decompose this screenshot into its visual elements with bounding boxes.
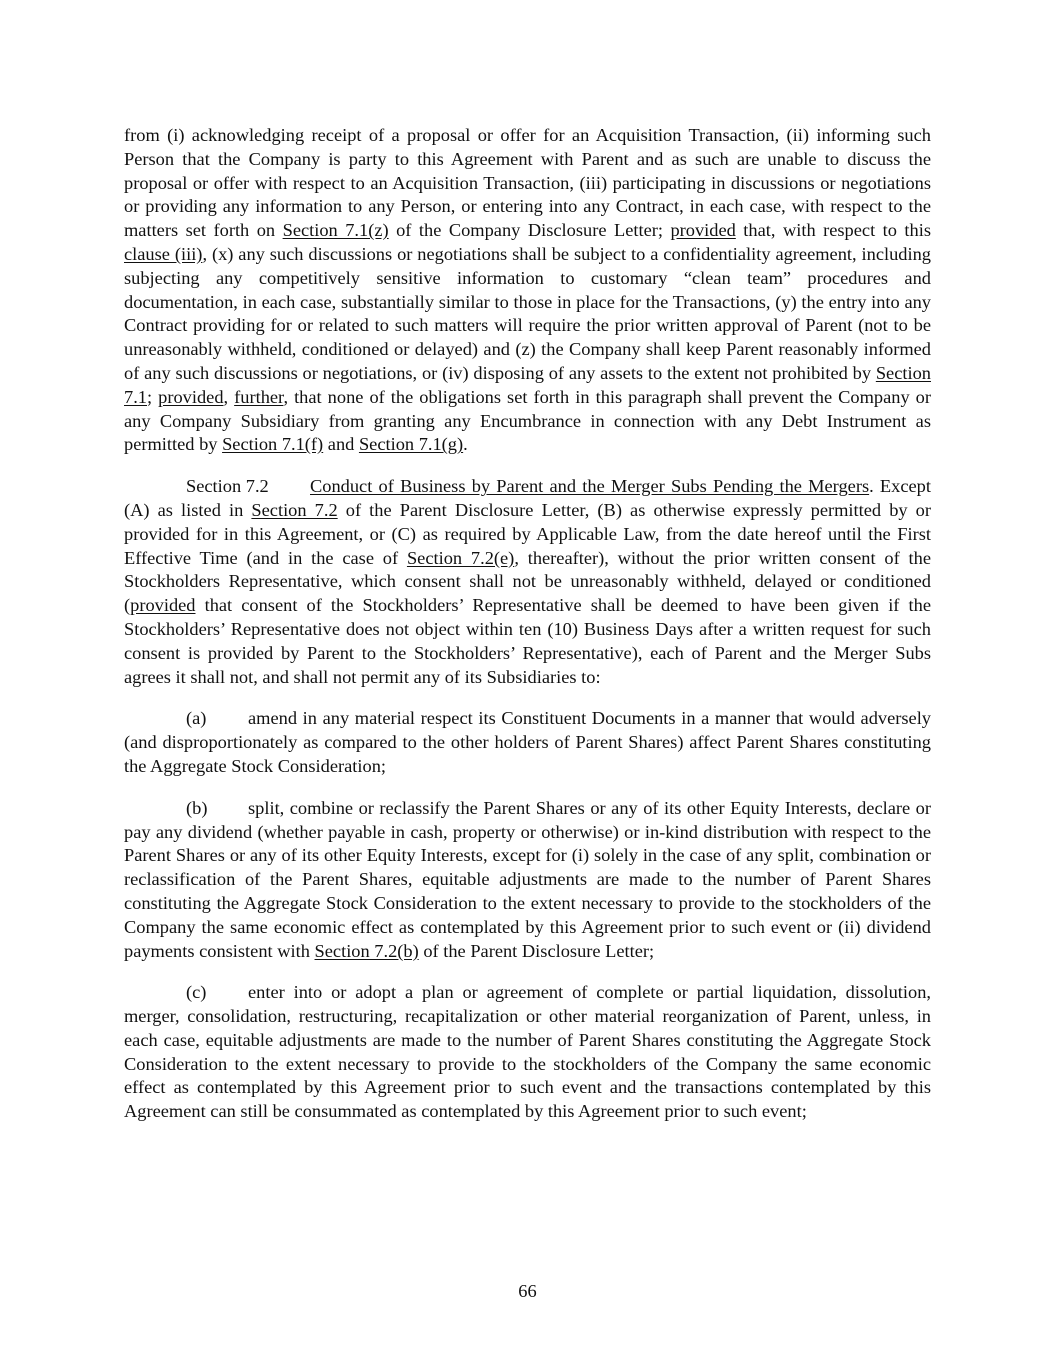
cross-reference: Section 7.1(f)	[222, 434, 324, 455]
section-heading: Conduct of Business by Parent and the Merger Subs Pending the Mergers	[310, 476, 870, 497]
clause-label: (a)	[186, 708, 207, 729]
section-number: Section 7.2	[186, 476, 269, 497]
paragraph-continuation: from (i) acknowledging receipt of a proposal or offer for an Acquisition Transaction, (ii) informing such Person that the Company is party to this Agreement with Parent and as such are unable to discuss the proposal or offer with respect to an Acquisition Transaction, (iii) participating in discussions or negotiations or providing any information to any Person, or entering into any Contract, in each case, with respect to the matters set forth on Section 7.1(z) of the Company Disclosure Letter; provided that, with respect to this clause (iii), (x) any such discussions or negotiations shall be subject to a confidentiality agreement, including subjecting any competitively sensitive information to customary “clean team” procedures and documentation, in each case, substantially similar to those in place for the Transactions, (y) the entry into any Contract providing for or related to such matters will require the prior written approval of Parent (not to be unreasonably withheld, conditioned or delayed) and (z) the Company shall keep Parent reasonably informed of any such discussions or negotiations, or (iv) disposing of any assets to the extent not prohibited by Section 7.1; provided, further, that none of the obligations set forth in this paragraph shall prevent the Company or any Company Subsidiary from granting any Encumbrance in connection with any Debt Instrument as permitted by Section 7.1(f) and Section 7.1(g).	[124, 125, 932, 455]
clause-text: split, combine or reclassify the Parent Shares or any of its other Equity Interests, declare or pay any dividend (whether payable in cash, property or otherwise) or in-kind distribution with respect to the Parent Shares or any of its other Equity Interests, except for (i) solely in the case of any split, combination or reclassification of the Parent Shares, equitable adjustments are made to the number of Parent Shares constituting the Aggregate Stock Consideration to the extent necessary to provide to the stockholders of the Company the same economic effect as contemplated by this Agreement prior to such event or (ii) dividend payments consistent with	[124, 797, 931, 961]
clause-b: (b) split, combine or reclassify the Parent Shares or any of its other Equity Interests, declare or pay any dividend (whether payable in cash, property or otherwise) or in-kind distribution with respect to the Parent Shares or any of its other Equity Interests, except for (i) solely in the case of any split, combination or reclassification of the Parent Shares, equitable adjustments are made to the number of Parent Shares constituting the Aggregate Stock Consideration to the extent necessary to provide to the stockholders of the Company the same economic effect as contemplated by this Agreement prior to such event or (ii) dividend payments consistent with Section 7.2(b) of the Parent Disclosure Letter;	[124, 797, 931, 961]
clause-c	[124, 981, 931, 1124]
document-page	[124, 124, 931, 1142]
defined-term: further	[234, 386, 284, 407]
clause-label: (c)	[186, 982, 207, 1003]
clause-label: (b)	[186, 797, 208, 818]
cross-reference: clause (iii)	[124, 243, 203, 264]
cross-reference: Section 7.1(g)	[358, 434, 464, 455]
cross-reference: Section 7.2(b)	[314, 940, 419, 961]
clause-text: enter into or adopt a plan or agreement of complete or partial liquidation, dissolution, merger, consolidation, restructuring, recapitalization or other material reorganization of Parent, unless, in each case, equitable adjustments are made to the number of Parent Shares constituting the Aggregate Stock Consideration to the extent necessary to provide to the stockholders of the Company the same economic effect as contemplated by this Agreement prior to such event and the transactions contemplated by this Agreement can still be consummated as contemplated by this Agreement prior to such event;	[124, 982, 931, 1122]
cross-reference: Section 7.2(e)	[406, 547, 515, 568]
page-number: 66	[518, 1281, 537, 1301]
cross-reference: Section 7.1	[124, 362, 931, 407]
cross-reference: Section 7.1(z)	[282, 220, 389, 241]
defined-term: provided	[130, 595, 196, 616]
clause-text: amend in any material respect its Constituent Documents in a manner that would adversely (and disproportionately as compared to the other holders of Parent Shares) affect Parent Shares constituting the Aggregate Stock Consideration;	[124, 708, 931, 776]
defined-term: provided	[670, 220, 736, 241]
clause-a	[124, 707, 931, 778]
defined-term: provided	[158, 386, 224, 407]
section-7-2-paragraph: Section 7.2 Conduct of Business by Parent and the Merger Subs Pending the Mergers. Except (A) as listed in Section 7.2 of the Parent Disclosure Letter, (B) as otherwise expressly permitted by or provided for in this Agreement, or (C) as required by Applicable Law, from the date hereof until the First Effective Time (and in the case of Section 7.2(e), thereafter), without the prior written consent of the Stockholders Representative, which consent shall not be unreasonably withheld, delayed or conditioned (provided that consent of the Stockholders’ Representative shall be deemed to have been given if the Stockholders’ Representative does not object within ten (10) Business Days after a written request for such consent is provided by Parent to the Stockholders’ Representative), each of Parent and the Merger Subs agrees it shall not, and shall not permit any of its Subsidiaries to:	[124, 476, 931, 687]
cross-reference: Section 7.2	[251, 499, 338, 520]
